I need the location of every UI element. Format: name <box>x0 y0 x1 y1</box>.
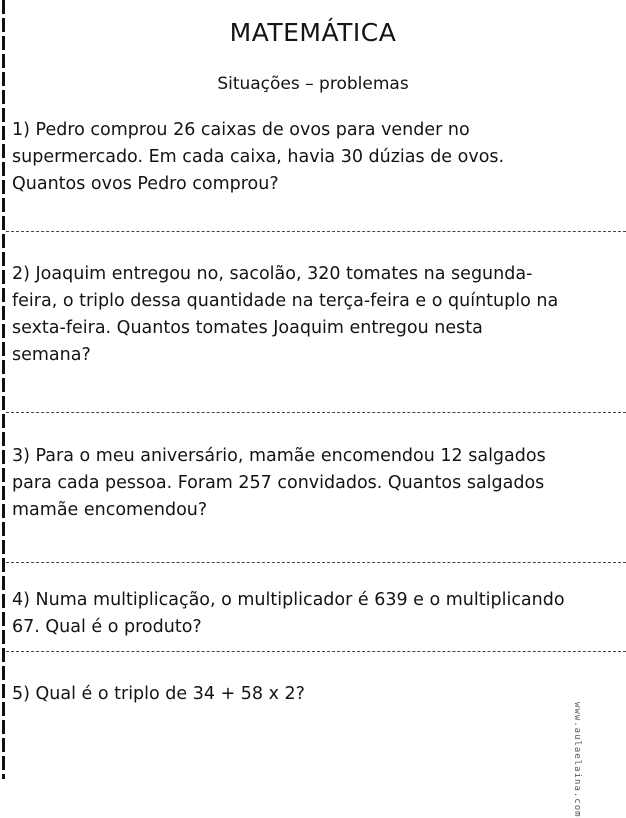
question-line: 67. Qual é o produto? <box>12 617 202 637</box>
question-line: para cada pessoa. Foram 257 convidados. Quantos salgados <box>12 473 545 493</box>
worksheet-title: MATEMÁTICA <box>229 18 397 47</box>
worksheet-subtitle: Situações – problemas <box>217 74 409 94</box>
dashed-divider <box>6 412 626 413</box>
question-4 <box>12 587 624 641</box>
question-line: 5) Qual é o triplo de 34 + 58 x 2? <box>12 684 305 704</box>
site-watermark: www.aulaelaina.com <box>572 702 582 818</box>
question-line: 1) Pedro comprou 26 caixas de ovos para vender no <box>12 120 470 140</box>
left-margin-rule <box>2 0 5 779</box>
dashed-divider <box>6 651 626 652</box>
question-line: feira, o triplo dessa quantidade na terça-feira e o quíntuplo na <box>12 291 559 311</box>
question-line: semana? <box>12 345 91 365</box>
dashed-divider <box>6 231 626 232</box>
question-3 <box>12 443 624 524</box>
dashed-divider <box>6 562 626 563</box>
question-2 <box>12 261 624 369</box>
question-5 <box>12 681 624 708</box>
question-line: sexta-feira. Quantos tomates Joaquim entregou nesta <box>12 318 483 338</box>
question-line: supermercado. Em cada caixa, havia 30 dúzias de ovos. <box>12 147 505 167</box>
question-line: 4) Numa multiplicação, o multiplicador é 639 e o multiplicando <box>12 590 565 610</box>
question-1 <box>12 117 624 198</box>
question-line: 2) Joaquim entregou no, sacolão, 320 tomates na segunda- <box>12 264 533 284</box>
question-line: mamãe encomendou? <box>12 500 208 520</box>
question-line: 3) Para o meu aniversário, mamãe encomendou 12 salgados <box>12 446 546 466</box>
question-line: Quantos ovos Pedro comprou? <box>12 174 279 194</box>
